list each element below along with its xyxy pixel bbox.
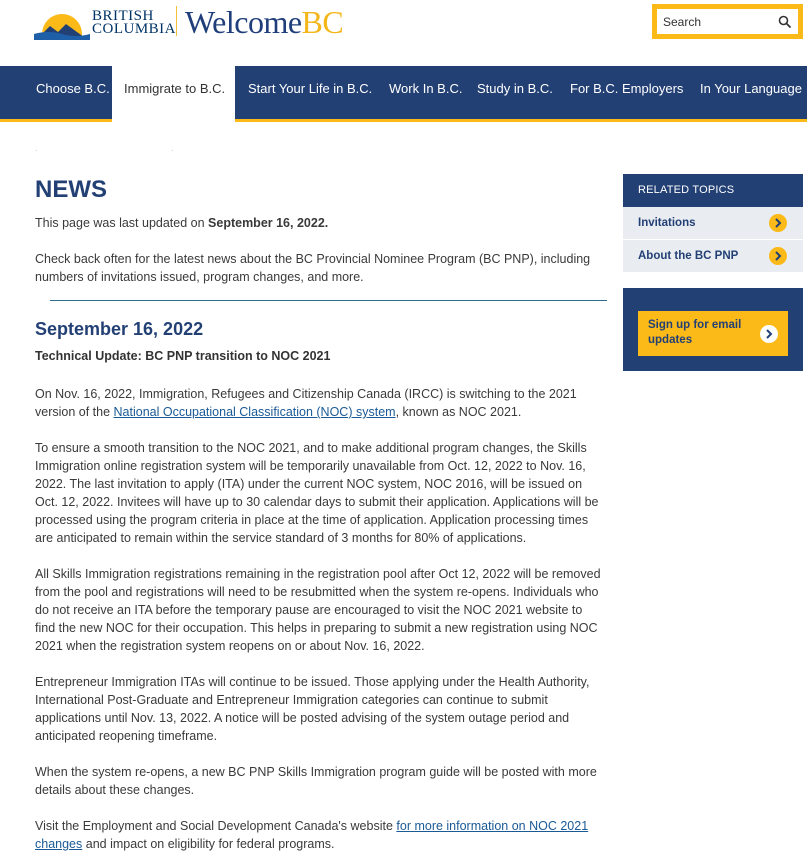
section-divider: [50, 300, 607, 301]
p1-text-after: , known as NOC 2021.: [395, 405, 522, 419]
search-field-container: [657, 9, 798, 34]
logo-line-2: COLUMBIA: [92, 21, 177, 37]
news-paragraph-5: When the system re-opens, a new BC PNP Skills Immigration program guide will be posted with more details about these changes.: [35, 765, 597, 797]
email-signup-button[interactable]: [638, 311, 788, 356]
search-icon[interactable]: [778, 15, 792, 29]
logo-welcome-text: Welcome: [185, 4, 302, 40]
related-topic-invitations[interactable]: [623, 207, 803, 240]
signup-label: Sign up for email updates: [648, 319, 742, 346]
last-updated: [35, 214, 603, 232]
logo-divider: [176, 6, 177, 36]
chevron-right-icon: [769, 247, 787, 265]
nav-choose-bc[interactable]: Choose B.C.: [36, 81, 110, 96]
nav-start-your-life[interactable]: Start Your Life in B.C.: [248, 81, 373, 96]
p1-text-before: On Nov. 16, 2022, Immigration, Refugees and Citizenship Canada (IRCC) is switching to the 2021 version of the: [35, 387, 577, 419]
email-signup-panel: [623, 288, 803, 371]
related-topic-about-bc-pnp[interactable]: [623, 240, 803, 273]
intro-paragraph: Check back often for the latest news about the BC Provincial Nominee Program (BC PNP), including numbers of invitations issued, program changes, and more.: [35, 252, 591, 284]
chevron-right-icon: [769, 214, 787, 232]
updated-date: September 16, 2022.: [208, 216, 329, 230]
updated-prefix: This page was last updated on: [35, 216, 209, 230]
nav-immigrate-to-bc[interactable]: Immigrate to B.C.: [112, 66, 235, 123]
breadcrumb: · ·: [35, 146, 174, 155]
main-nav: [0, 66, 807, 122]
related-topic-label: About the BC PNP: [638, 250, 739, 262]
news-subheading: Technical Update: BC PNP transition to NOC 2021: [35, 349, 331, 363]
news-paragraph-3: All Skills Immigration registrations remaining in the registration pool after Oct 12, 2022 will be removed from the pool and registrations will need to be resubmitted when the system re-opens. Individuals who do not receive an ITA before the temporary pause are encouraged to visit the NOC 2021 website to find the new NOC for their occupation. This helps in preparing to submit a new registration using NOC 2021 when the registration system reopens on or about Nov. 16, 2022.: [35, 567, 601, 653]
noc-system-link[interactable]: National Occupational Classification (NOC) system: [113, 405, 396, 419]
nav-for-employers[interactable]: For B.C. Employers: [570, 81, 684, 96]
bc-sun-logo-icon[interactable]: [34, 4, 90, 40]
related-topics-heading: RELATED TOPICS: [623, 174, 803, 207]
news-paragraph-4: Entrepreneur Immigration ITAs will continue to be issued. Those applying under the Health Authority, International Post-Graduate and Entrepreneur Immigration categories can continue to submit applications until Nov. 13, 2022. A notice will be posted advising of the system outage period and anticipated reopening timeframe.: [35, 675, 590, 743]
logo-bc-text: BC: [301, 4, 344, 40]
chevron-right-icon: [760, 325, 778, 343]
page-title: NEWS: [35, 176, 107, 203]
nav-study-in-bc[interactable]: Study in B.C.: [477, 81, 553, 96]
news-paragraph-2: To ensure a smooth transition to the NOC 2021, and to make additional program changes, the Skills Immigration online registration system will be temporarily unavailable from Oct. 12, 2022 to Nov. 16, 2022. The last invitation to apply (ITA) under the current NOC system, NOC 2016, will be issued on Oct. 12, 2022. Invitees will have up to 30 calendar days to submit their application. Applications will be processed using the program criteria in place at the time of application. Application processing times are anticipated to remain within the service standard of 3 months for 80% of applications.: [35, 441, 599, 545]
nav-work-in-bc[interactable]: Work In B.C.: [389, 81, 463, 96]
news-paragraph-6: [35, 817, 603, 853]
search-box: [652, 4, 803, 39]
related-topics-panel: [623, 174, 803, 273]
p6-text-after: and impact on eligibility for federal programs.: [82, 837, 335, 851]
news-date-heading: September 16, 2022: [35, 319, 204, 339]
p6-text-before: Visit the Employment and Social Development Canada's website: [35, 819, 397, 833]
welcomebc-logo[interactable]: [185, 4, 343, 41]
noc-2021-changes-link[interactable]: for more information on NOC 2021 changes: [35, 819, 589, 851]
search-input[interactable]: [657, 9, 767, 34]
news-paragraph-1: [35, 385, 603, 421]
nav-in-your-language[interactable]: In Your Language: [700, 81, 802, 96]
logo-line-1: BRITISH: [92, 8, 154, 24]
site-header: [0, 0, 807, 66]
bc-wordmark[interactable]: [92, 10, 176, 36]
related-topic-label: Invitations: [638, 217, 696, 229]
